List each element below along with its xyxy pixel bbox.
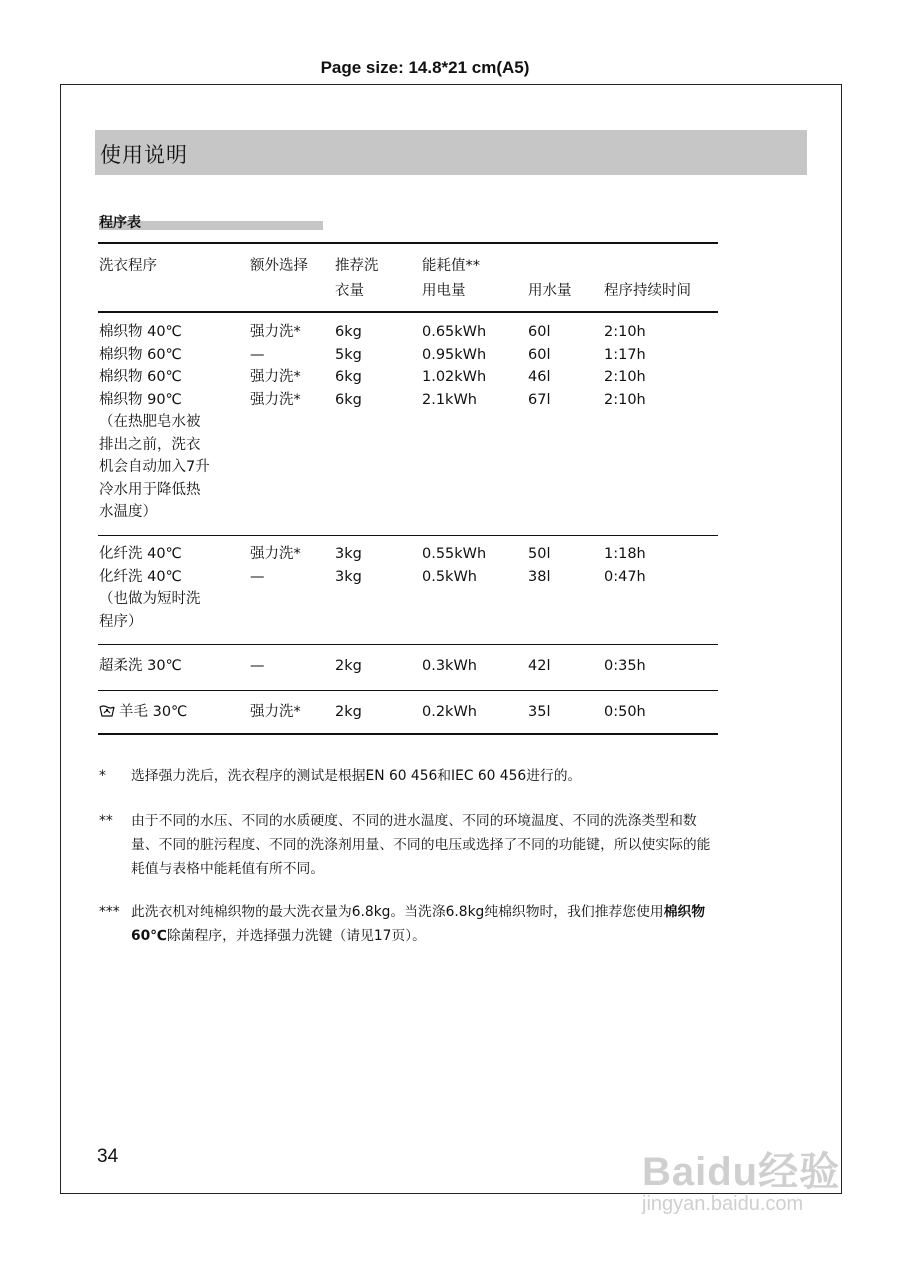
col-header-extra: 额外选择 bbox=[250, 258, 308, 274]
water-cell-wool: 35l bbox=[528, 704, 551, 720]
table-row-divider bbox=[98, 690, 718, 691]
table-top-rule bbox=[98, 242, 718, 244]
table-row-divider bbox=[98, 644, 718, 645]
footnote-text: 由于不同的水压、不同的水质硬度、不同的进水温度、不同的环境温度、不同的洗涤类型和数量、不同的脏污程度、不同的洗涤剂用量、不同的电压或选择了不同的功能键，所以使实际的能耗值与表格中能耗值有所不同。 bbox=[131, 813, 711, 877]
energy-cell-cotton: 0.65kWh 0.95kWh 1.02kWh 2.1kWh bbox=[422, 324, 487, 408]
section-title: 程序表 bbox=[99, 215, 141, 231]
footnote-bold-program: 棉织物60℃ bbox=[131, 904, 706, 944]
extra-cell-synthetics: 强力洗* — bbox=[250, 546, 301, 585]
table-bottom-rule bbox=[98, 733, 718, 735]
energy-cell-delicate: 0.3kWh bbox=[422, 658, 477, 674]
energy-cell-synthetics: 0.55kWh 0.5kWh bbox=[422, 546, 487, 585]
col-header-energy: 能耗值** 用电量 bbox=[422, 258, 480, 299]
load-cell-synthetics: 3kg 3kg bbox=[335, 546, 362, 585]
program-cell-synthetics: 化纤洗 40℃ 化纤洗 40℃ （也做为短时洗 程序） bbox=[99, 546, 201, 630]
page-size-label: Page size: 14.8*21 cm(A5) bbox=[320, 58, 530, 77]
col-header-program: 洗衣程序 bbox=[99, 258, 157, 274]
wool-wash-icon bbox=[99, 703, 115, 726]
duration-cell-cotton: 2:10h 1:17h 2:10h 2:10h bbox=[604, 324, 646, 408]
footnote-mark: * bbox=[99, 768, 106, 784]
page-title: 使用说明 bbox=[100, 143, 188, 167]
program-cell-wool: 羊毛 30℃ bbox=[99, 701, 187, 726]
watermark bbox=[642, 1140, 840, 1216]
program-cell-cotton: 棉织物 40℃ 棉织物 60℃ 棉织物 60℃ 棉织物 90℃ （在热肥皂水被 排出之前，洗衣 机会自动加入7升 冷水用于降低热 水温度） bbox=[99, 324, 210, 520]
extra-cell-delicate: — bbox=[250, 658, 265, 674]
watermark-logo: Baidu经验 bbox=[642, 1150, 841, 1194]
page-frame bbox=[60, 84, 842, 1194]
page-number: 34 bbox=[97, 1146, 119, 1167]
water-cell-synthetics: 50l 38l bbox=[528, 546, 551, 585]
water-cell-delicate: 42l bbox=[528, 658, 551, 674]
col-header-water: 用水量 bbox=[528, 283, 572, 299]
watermark-url: jingyan.baidu.com bbox=[642, 1193, 804, 1215]
extra-cell-wool: 强力洗* bbox=[250, 704, 301, 720]
water-cell-cotton: 60l 60l 46l 67l bbox=[528, 324, 551, 408]
col-header-duration: 程序持续时间 bbox=[604, 283, 691, 299]
duration-cell-wool: 0:50h bbox=[604, 704, 646, 720]
col-header-load: 推荐洗 衣量 bbox=[335, 258, 379, 299]
footnote-text: 选择强力洗后，洗衣程序的测试是根据EN 60 456和IEC 60 456进行的。 bbox=[131, 768, 582, 784]
table-header-rule bbox=[98, 311, 718, 313]
table-row-divider bbox=[98, 535, 718, 536]
footnote-text: 此洗衣机对纯棉织物的最大洗衣量为6.8kg。当洗涤6.8kg纯棉织物时，我们推荐您使用棉织物60℃除菌程序，并选择强力洗键（请见17页）。 bbox=[131, 904, 706, 944]
load-cell-cotton: 6kg 5kg 6kg 6kg bbox=[335, 324, 362, 408]
energy-cell-wool: 0.2kWh bbox=[422, 704, 477, 720]
footnote-mark: ** bbox=[99, 813, 113, 829]
extra-cell-cotton: 强力洗* — 强力洗* 强力洗* bbox=[250, 324, 301, 408]
duration-cell-synthetics: 1:18h 0:47h bbox=[604, 546, 646, 585]
program-cell-delicate: 超柔洗 30℃ bbox=[99, 658, 182, 674]
load-cell-wool: 2kg bbox=[335, 704, 362, 720]
heading-bar bbox=[95, 130, 807, 175]
footnote-mark: *** bbox=[99, 904, 120, 920]
load-cell-delicate: 2kg bbox=[335, 658, 362, 674]
duration-cell-delicate: 0:35h bbox=[604, 658, 646, 674]
